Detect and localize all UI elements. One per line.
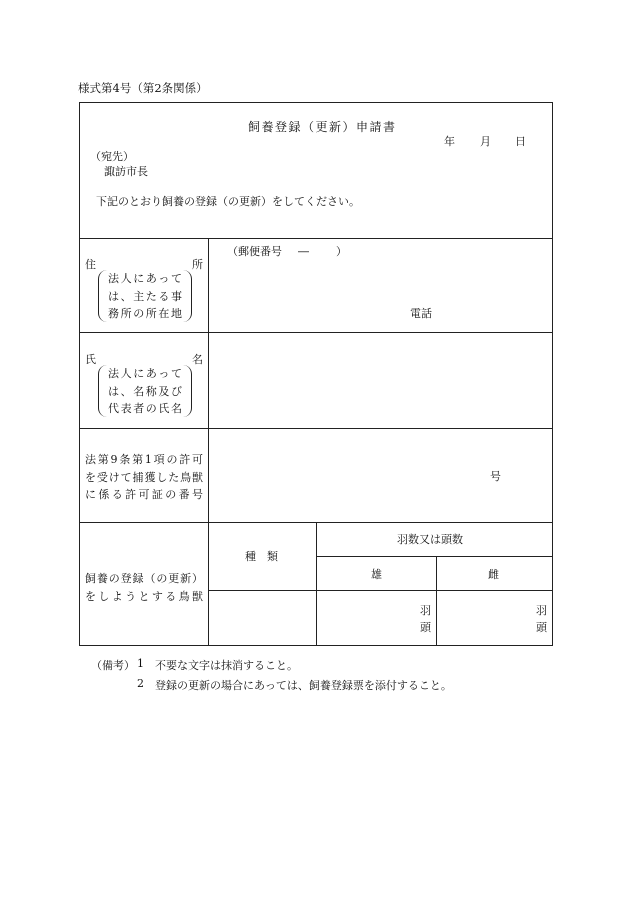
name-note-bracket: 法人にあって は、名称及び 代表者の氏名 <box>98 365 192 417</box>
addressee-name: 諏訪市長 <box>104 165 148 178</box>
permit-number-suffix: 号 <box>490 470 501 483</box>
count-header: 羽数又は頭数 <box>397 533 463 546</box>
birds-label: 飼養の登録（の更新） をしようとする鳥獣 <box>85 572 203 603</box>
application-form-frame <box>79 102 553 646</box>
male-unit-to: 頭 <box>420 621 431 634</box>
name-label: 氏 名 <box>85 353 203 366</box>
form-number-label: 様式第4号（第2条関係） <box>78 81 208 95</box>
addressee-prefix: （宛先） <box>90 150 134 163</box>
row-divider <box>80 238 552 239</box>
postal-code-close: ） <box>336 245 347 258</box>
male-header: 雄 <box>371 568 382 581</box>
remarks-title: （備考） <box>91 659 135 672</box>
column-divider <box>436 556 437 646</box>
form-title: 飼養登録（更新）申請書 <box>248 120 397 134</box>
remark-item-number: 2 <box>137 677 144 690</box>
postal-code-label: （郵便番号 <box>227 245 282 258</box>
postal-code-dash: ― <box>298 245 309 258</box>
species-header: 種 類 <box>245 550 278 563</box>
remark-item-text: 登録の更新の場合にあっては、飼養登録票を添付すること。 <box>155 679 452 692</box>
remark-item-text: 不要な文字は抹消すること。 <box>155 659 298 672</box>
female-unit-wa: 羽 <box>536 604 547 617</box>
request-statement: 下記のとおり飼養の登録（の更新）をしてください。 <box>96 195 360 208</box>
date-year-label: 年 <box>444 135 455 148</box>
male-unit-wa: 羽 <box>420 604 431 617</box>
female-unit-to: 頭 <box>536 621 547 634</box>
phone-label: 電話 <box>410 307 432 320</box>
address-label: 住 所 <box>85 258 203 271</box>
date-day-label: 日 <box>515 135 526 148</box>
address-note-bracket: 法人にあって は、主たる事 務所の所在地 <box>98 270 192 322</box>
column-divider <box>208 238 209 646</box>
remark-item-number: 1 <box>137 657 144 670</box>
female-header: 雌 <box>488 568 499 581</box>
row-divider <box>80 428 552 429</box>
column-divider <box>316 522 317 646</box>
permit-number-label: 法第9条第1項の許可 を受けて捕獲した鳥獣 に係る許可証の番号 <box>85 453 203 501</box>
row-divider <box>208 590 552 591</box>
row-divider <box>316 556 552 557</box>
date-month-label: 月 <box>480 135 491 148</box>
row-divider <box>80 332 552 333</box>
